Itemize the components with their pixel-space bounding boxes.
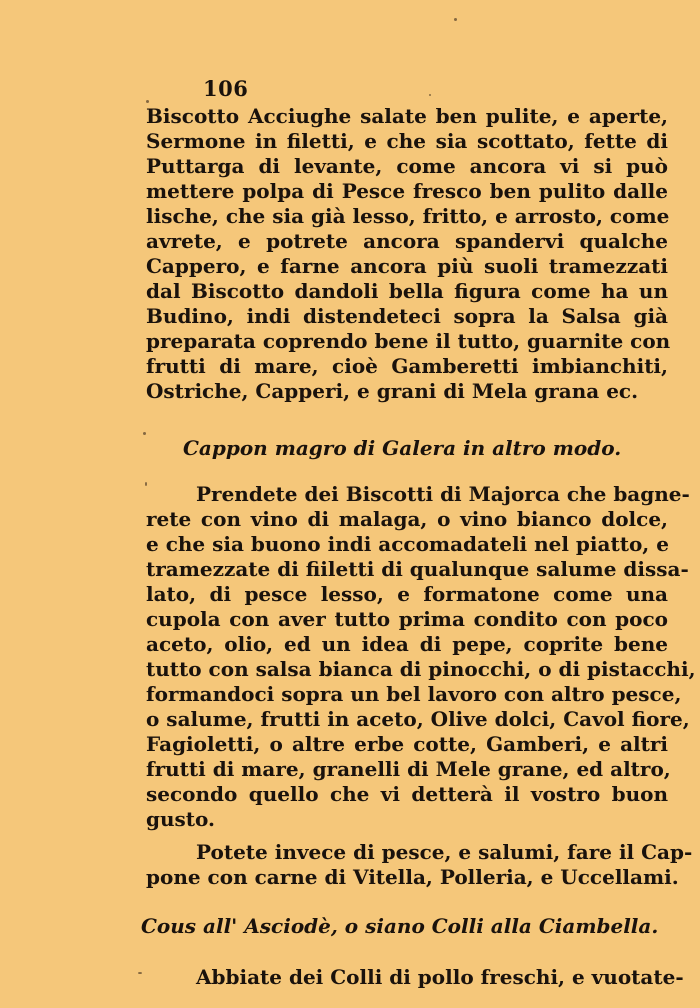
text-line: e che sia buono indi accomadateli nel piatto, e xyxy=(146,532,669,556)
text-line: avrete, e potrete ancora spandervi qualche xyxy=(146,229,668,253)
page-number: 106 xyxy=(203,76,249,101)
text-line: dal Biscotto dandoli bella figura come ha un xyxy=(146,279,668,303)
paragraph-4 xyxy=(146,965,684,990)
text-line: formandoci sopra un bel lavoro con altro pesce, xyxy=(146,682,682,706)
text-line: frutti di mare, cioè Gamberetti imbianchiti, xyxy=(146,354,668,378)
text-line: preparata coprendo bene il tutto, guarnite con xyxy=(146,329,671,353)
text-line: mettere polpa di Pesce fresco ben pulito dalle xyxy=(146,179,668,203)
text-line: lato, di pesce lesso, e formatone come una xyxy=(146,582,668,606)
text-line: Biscotto Acciughe salate ben pulite, e aperte, xyxy=(146,104,668,128)
text-line: o salume, frutti in aceto, Olive dolci, Cavol fiore, xyxy=(146,707,690,731)
text-line: aceto, olio, ed un idea di pepe, coprite bene xyxy=(146,632,668,656)
text-line: cupola con aver tutto prima condito con poco xyxy=(146,607,668,631)
text-line: Sermone in filetti, e che sia scottato, fette di xyxy=(146,129,668,153)
text-line: Fagioletti, o altre erbe cotte, Gamberi, e altri xyxy=(146,732,668,756)
paragraph-1 xyxy=(146,104,671,404)
text-line: Potete invece di pesce, e salumi, fare il Cap- xyxy=(196,840,693,864)
text-line: frutti di mare, granelli di Mele grane, ed altro, xyxy=(146,757,671,781)
text-line: Puttarga di levante, come ancora vi si può xyxy=(146,154,668,178)
text-line: lische, che sia già lesso, fritto, e arrosto, come xyxy=(146,204,670,228)
text-line: Prendete dei Biscotti di Majorca che bagne- xyxy=(196,482,690,506)
text-line: pone con carne di Vitella, Polleria, e Uccellami. xyxy=(146,865,679,889)
text-line: Ostriche, Capperi, e grani di Mela grana ec. xyxy=(146,379,639,403)
text-line: tutto con salsa bianca di pinocchi, o di pistacchi, xyxy=(146,657,696,681)
text-line: Cappero, e farne ancora più suoli tramezzati xyxy=(146,254,668,278)
paragraph-2 xyxy=(146,482,696,832)
text-line: gusto. xyxy=(146,807,215,831)
text-line: rete con vino di malaga, o vino bianco dolce, xyxy=(146,507,668,531)
paragraph-3 xyxy=(146,840,693,890)
section-heading: Cappon magro di Galera in altro modo. xyxy=(183,436,622,460)
section-heading: Cous all' Asciodè, o siano Colli alla Ciambella. xyxy=(141,914,659,938)
text-line: Budino, indi distendeteci sopra la Salsa già xyxy=(146,304,668,328)
text-line: Abbiate dei Colli di pollo freschi, e vuotate- xyxy=(196,965,684,989)
text-line: tramezzate di fiiletti di qualunque salume dissa- xyxy=(146,557,689,581)
text-line: secondo quello che vi detterà il vostro buon xyxy=(146,782,668,806)
